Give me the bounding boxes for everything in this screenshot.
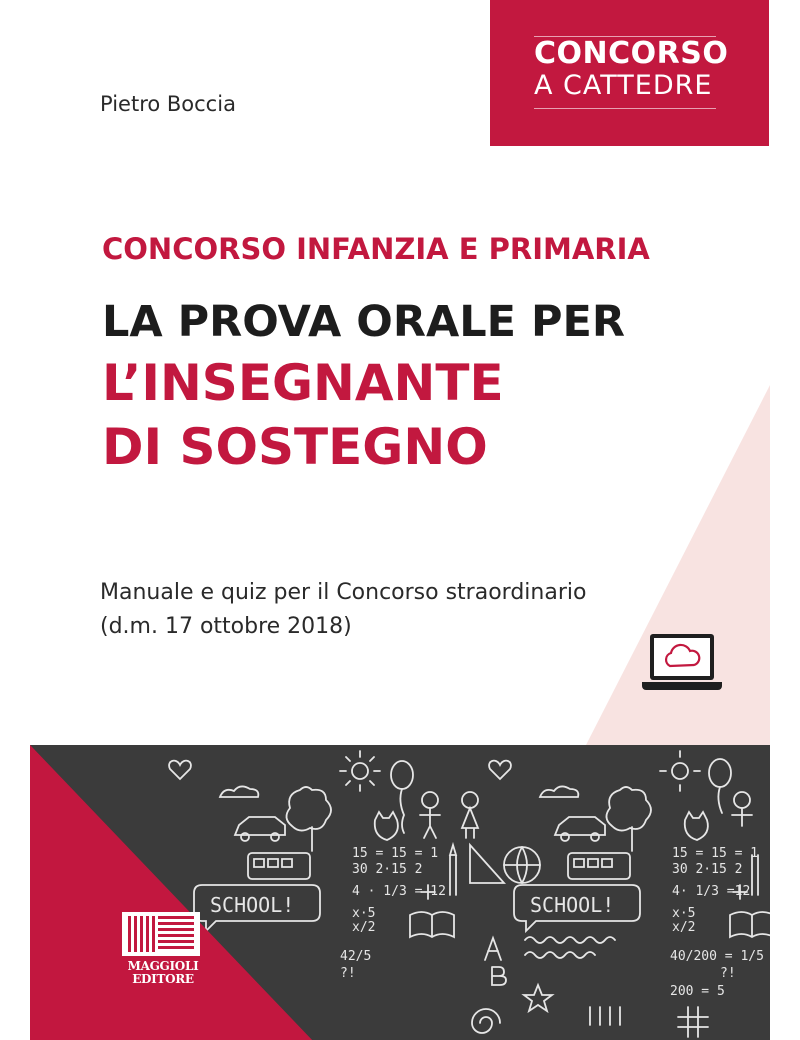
- svg-text:x·5: x·5: [672, 906, 696, 921]
- chalkboard-doodles: [30, 745, 770, 1040]
- svg-text:x/2: x/2: [672, 920, 696, 935]
- series-badge: [490, 0, 769, 146]
- svg-text:40/200 = 1/5: 40/200 = 1/5: [670, 949, 764, 964]
- publisher-line-2: EDITORE: [132, 972, 194, 986]
- laptop-cloud-icon: [642, 632, 722, 694]
- subtitle: [100, 576, 586, 644]
- chalk-equation-1: 4 · 1/3 = 12: [352, 884, 446, 899]
- chalk-fraction-1: 15 = 15 = 1: [352, 846, 439, 861]
- svg-text:4· 1/3 =12: 4· 1/3 =12: [672, 884, 751, 899]
- title-line-3: DI SOSTEGNO: [102, 418, 488, 476]
- chalk-school-text: SCHOOL!: [530, 893, 615, 917]
- title-line-2: L’INSEGNANTE: [102, 354, 504, 412]
- badge-bottom-rule: [534, 108, 716, 109]
- svg-text:42/5: 42/5: [340, 949, 372, 964]
- svg-text:x/2: x/2: [352, 920, 376, 935]
- maggioli-mark-icon: [122, 912, 200, 956]
- svg-text:200 = 5: 200 = 5: [670, 984, 725, 999]
- badge-title: CONCORSO: [534, 36, 729, 71]
- chalkboard-illustration: [30, 745, 770, 1040]
- svg-text:?!: ?!: [340, 966, 356, 981]
- svg-text:?!: ?!: [720, 966, 736, 981]
- svg-text:SCHOOL!: SCHOOL!: [210, 893, 295, 917]
- subtitle-line-2: (d.m. 17 ottobre 2018): [100, 614, 352, 639]
- svg-text:30 2·15 2: 30 2·15 2: [672, 862, 743, 877]
- maggioli-logo: [122, 912, 202, 986]
- title-line-1: LA PROVA ORALE PER: [102, 297, 625, 347]
- book-cover: [30, 0, 770, 1040]
- author-name: Pietro Boccia: [100, 92, 236, 116]
- svg-text:x·5: x·5: [352, 906, 376, 921]
- svg-text:30 2·15 2: 30 2·15 2: [352, 862, 423, 877]
- subtitle-line-1: Manuale e quiz per il Concorso straordinario: [100, 580, 587, 605]
- publisher-name: [124, 960, 202, 986]
- svg-text:15 = 15 = 1: 15 = 15 = 1: [672, 846, 759, 861]
- series-heading: CONCORSO INFANZIA E PRIMARIA: [102, 232, 650, 266]
- badge-subtitle: A CATTEDRE: [534, 70, 713, 101]
- publisher-line-1: MAGGIOLI: [127, 959, 199, 973]
